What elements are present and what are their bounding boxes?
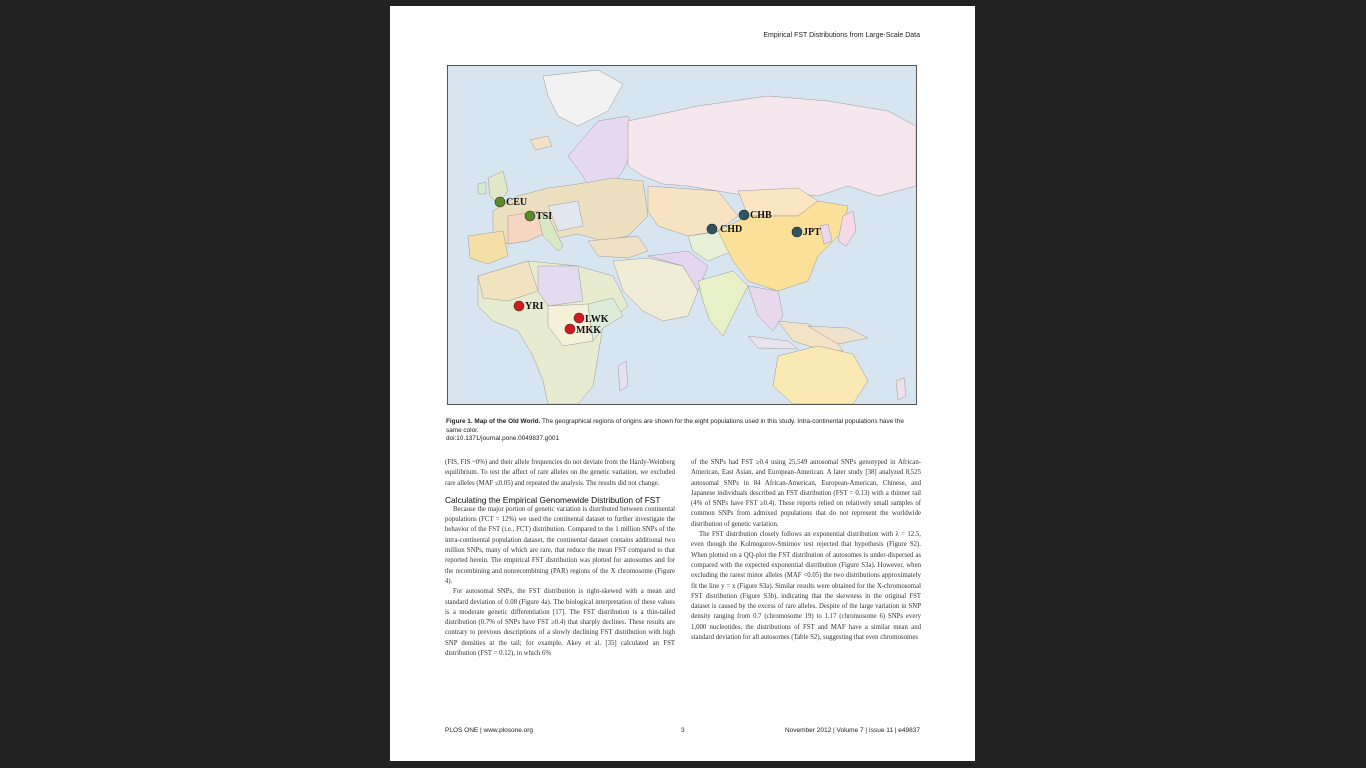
marker-yri[interactable] xyxy=(514,301,543,312)
right-paragraph-1: of the SNPs had FST ≥0.4 using 25,549 autosomal SNPs genotyped in African-American, East Asian, and European-American. A later study [38] analyzed 8,525 autosomal SNPs in 84 African-American, European-American, Chinese, and Japanese individuals described an FST distribution (FST = 0.13) with a thinner tail (4% of SNPs have FST ≥0.4). These reports relied on relatively small samples of common SNPs from admixed populations that do not represent the worldwide distribution of genetic variation. xyxy=(691,459,921,528)
left-paragraph-3: For autosomal SNPs, the FST distribution is right-skewed with a mean and standard deviation of 0.08 (Figure 4a). The biological interpretation of these values is a moderate genetic differentiation [17]. The FST distribution is a thin-tailed distribution (0.7% of SNPs have FST ≥0.4) that sharply declines. These results are contrary to previous descriptions of a slowly declining FST distribution with high SNP densities at the tail; for example, Akey et al. [35] calculated an FST distribution (FST = 0.12), in which 6% xyxy=(445,588,675,658)
left-column xyxy=(445,458,675,659)
caption-text: The geographical regions of origins are shown for the eight populations used in this study. Intra-continental populations have the same color. xyxy=(446,418,904,434)
section-heading: Calculating the Empirical Genomewide Distribution of FST xyxy=(445,494,661,505)
figure-doi[interactable]: doi:10.1371/journal.pone.0049837.g001 xyxy=(446,435,560,443)
map-svg xyxy=(448,66,916,404)
marker-lwk[interactable] xyxy=(574,313,609,325)
left-paragraph-2: Because the major portion of genetic variation is distributed between continental populations (FCT = 12%) we used the continental dataset to further investigate the behavior of the FST (i.e., FCT) distribution. Compared to the 1 million SNPs of the intra-continental population dataset, the continental dataset contains additional two million SNPs, many of which are rare, that reduce the mean FST compared to that reported herein. The empirical FST distribution was plotted for autosomes and for the recombining and nonrecombining (PAR) regions of the X chromosome (Figure 4). xyxy=(445,505,675,585)
marker-jpt[interactable] xyxy=(792,227,821,238)
page-footer xyxy=(445,727,920,737)
right-column xyxy=(691,458,921,643)
right-paragraph-2: The FST distribution closely follows an exponential distribution with λ = 12.5, even though the Kolmogorov-Smirnov test rejected that hypothesis (Figure S2). When plotted on a QQ-plot the FST distribution of autosomes is under-dispersed as compared with the expected exponential distribution (Figure S3a). However, when excluding the rarest minor alleles (MAF <0.05) the two distributions approximately fit the line y = x (Figure S3a). Similar results were obtained for the X-chromosomal FST distribution (Figure S3b), indicating that the skewness in the original FST dataset is caused by the excess of rare alleles. Despite of the large variation in SNP density ranging from 0.7 (chromosome 19) to 1.17 (chromosome 6) SNPs every 1,000 nucleotides, the distributions of FST and MAF have a similar mean and standard deviation for all autosomes (Table S2), suggesting that even chromosomes xyxy=(691,531,921,642)
footer-page-number: 3 xyxy=(681,727,685,734)
marker-label-tsi: TSI xyxy=(536,211,553,222)
footer-issue: November 2012 | Volume 7 | Issue 11 | e49837 xyxy=(784,727,920,734)
paper-page xyxy=(390,6,975,761)
marker-tsi[interactable] xyxy=(525,211,552,222)
footer-journal[interactable]: PLOS ONE | www.plosone.org xyxy=(445,727,534,734)
marker-chb[interactable] xyxy=(739,210,772,221)
marker-label-chd: CHD xyxy=(720,224,743,235)
marker-chd[interactable] xyxy=(707,224,742,235)
marker-label-chb: CHB xyxy=(750,210,772,221)
marker-label-mkk: MKK xyxy=(576,325,601,336)
figure-caption xyxy=(446,418,921,444)
marker-label-jpt: JPT xyxy=(803,227,821,238)
world-map-figure xyxy=(447,65,917,405)
marker-label-lwk: LWK xyxy=(585,314,609,325)
left-paragraph-1: (FIS, FIS ~0%) and their allele frequencies do not deviate from the Hardy-Weinberg equilibrium. To test the affect of rare alleles on the genetic variation, we excluded rare alleles (MAF ≤0.05) and repeated the analysis. The results did not change. xyxy=(445,459,675,487)
marker-mkk[interactable] xyxy=(565,324,601,336)
marker-ceu[interactable] xyxy=(495,197,527,208)
caption-title: Figure 1. Map of the Old World. xyxy=(446,418,541,425)
running-header: Empirical FST Distributions from Large-Scale Data xyxy=(763,32,920,39)
marker-label-yri: YRI xyxy=(525,301,544,312)
marker-label-ceu: CEU xyxy=(506,197,528,208)
